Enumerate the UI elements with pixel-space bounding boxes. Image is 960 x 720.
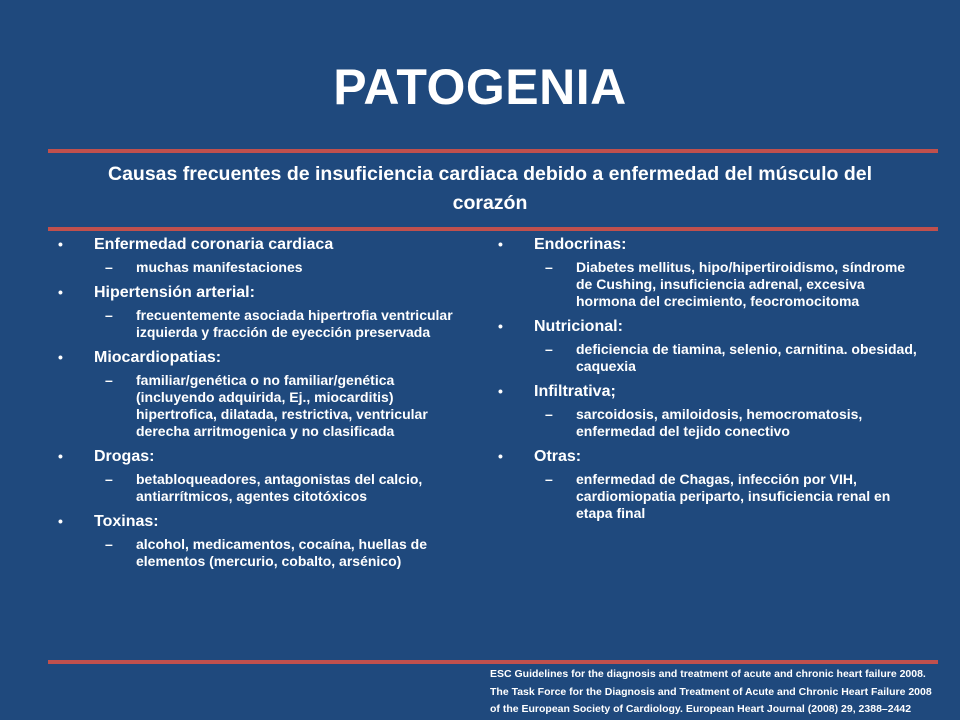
citation-line: of the European Society of Cardiology. European Heart Journal (2008) 29, 2388–2442	[490, 703, 912, 715]
dash-icon: –	[105, 471, 113, 487]
dash-icon: –	[545, 341, 553, 357]
dash-icon: –	[545, 259, 553, 275]
subtitle-divider	[48, 227, 938, 231]
top-divider	[48, 149, 938, 153]
item-detail: alcohol, medicamentos, cocaína, huellas de elementos (mercurio, cobalto, arsénico)	[136, 536, 427, 569]
bullet-icon: •	[498, 236, 503, 252]
bullet-icon: •	[58, 448, 63, 464]
list-item	[54, 234, 474, 276]
item-detail: sarcoidosis, amiloidosis, hemocromatosis, enfermedad del tejido conectivo	[576, 406, 863, 439]
bullet-icon: •	[58, 284, 63, 300]
item-label: Toxinas:	[94, 513, 159, 530]
item-label: Otras:	[534, 448, 582, 465]
list-item	[54, 282, 474, 341]
bullet-icon: •	[58, 513, 63, 529]
citation	[490, 666, 950, 719]
dash-icon: –	[105, 536, 113, 552]
item-label: Enfermedad coronaria cardiaca	[94, 236, 334, 253]
bullet-icon: •	[58, 236, 63, 252]
item-detail: muchas manifestaciones	[136, 259, 303, 275]
item-detail: enfermedad de Chagas, infección por VIH, cardiomiopatia periparto, insuficiencia renal en etapa final	[576, 471, 891, 521]
item-detail: betabloqueadores, antagonistas del calcio, antiarrítmicos, agentes citotóxicos	[136, 471, 423, 504]
dash-icon: –	[105, 372, 113, 388]
dash-icon: –	[545, 471, 553, 487]
item-label: Drogas:	[94, 448, 155, 465]
citation-line: ESC Guidelines for the diagnosis and treatment of acute and chronic heart failure 2008.	[490, 668, 926, 680]
list-item	[494, 316, 924, 375]
item-detail: Diabetes mellitus, hipo/hipertiroidismo, síndrome de Cushing, insuficiencia adrenal, excesiva hormona del crecimiento, feocromocitoma	[576, 259, 906, 309]
item-detail: frecuentemente asociada hipertrofia ventricular izquierda y fracción de eyección preservada	[136, 307, 453, 340]
item-label: Hipertensión arterial:	[94, 284, 255, 301]
bullet-icon: •	[498, 318, 503, 334]
bullet-icon: •	[498, 383, 503, 399]
item-label: Nutricional:	[534, 318, 623, 335]
citation-line: The Task Force for the Diagnosis and Treatment of Acute and Chronic Heart Failure 2008	[490, 685, 932, 698]
list-item	[54, 446, 474, 505]
item-label: Miocardiopatias:	[94, 349, 222, 366]
bullet-icon: •	[498, 448, 503, 464]
item-label: Endocrinas:	[534, 236, 627, 253]
right-column	[494, 234, 924, 528]
dash-icon: –	[105, 259, 113, 275]
slide-title: PATOGENIA	[333, 59, 627, 115]
item-label: Infiltrativa;	[534, 383, 616, 400]
list-item	[494, 446, 924, 522]
list-item	[54, 347, 474, 440]
dash-icon: –	[105, 307, 113, 323]
bullet-icon: •	[58, 349, 63, 365]
list-item	[494, 381, 924, 440]
item-detail: familiar/genética o no familiar/genética (incluyendo adquirida, Ej., miocarditis) hipertrofica, dilatada, restrictiva, ventricular derecha arritmogenica y no clasificada	[136, 372, 428, 439]
item-detail: deficiencia de tiamina, selenio, carnitina. obesidad, caquexia	[576, 341, 917, 374]
bottom-divider	[48, 660, 938, 664]
list-item	[494, 234, 924, 310]
dash-icon: –	[545, 406, 553, 422]
slide-subtitle: Causas frecuentes de insuficiencia cardiaca debido a enfermedad del músculo del corazón	[107, 163, 872, 214]
left-column	[54, 234, 474, 576]
list-item	[54, 511, 474, 570]
